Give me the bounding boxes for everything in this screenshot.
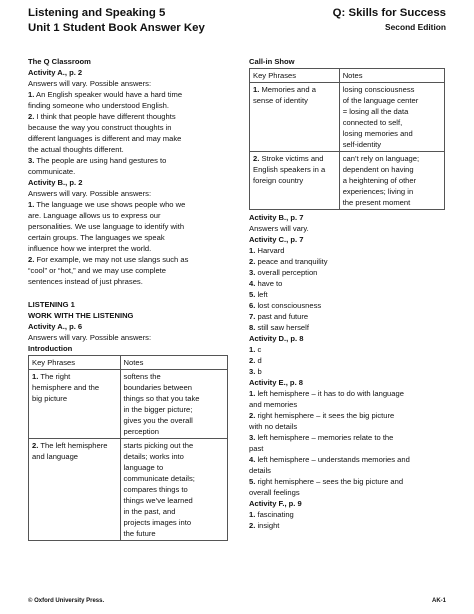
item-text: For example, we may not use slangs such as: [36, 255, 189, 264]
cell-text: language to: [123, 463, 164, 472]
cell-text: English speakers in a: [253, 165, 326, 174]
key-phrases-table: [28, 355, 228, 541]
item-text: personalities. We use language to identify with: [28, 222, 185, 231]
item-number: 1.: [253, 85, 260, 94]
cell-text: foreign country: [253, 176, 304, 185]
cell-text: The right: [40, 372, 71, 381]
item-number: 4.: [249, 279, 256, 288]
right-column: [249, 56, 445, 531]
left-column: [28, 56, 228, 543]
list-item: [249, 509, 445, 520]
list-item: [249, 344, 445, 355]
table-caption: Introduction: [28, 344, 73, 353]
column-header: Key Phrases: [250, 69, 340, 83]
activity-heading: Activity C., p. 7: [249, 235, 304, 244]
cell-text: can’t rely on language;: [342, 154, 420, 163]
item-text: certain groups. The languages we speak: [28, 233, 165, 242]
section-heading: LISTENING 1: [28, 300, 75, 309]
cell-text: gives you the overall: [123, 416, 193, 425]
column-header: Notes: [120, 356, 227, 370]
key-phrase-cell: [250, 152, 340, 210]
table-header-row: [250, 69, 445, 83]
item-text: d: [257, 356, 262, 365]
item-number: 1.: [249, 510, 256, 519]
table-header-row: [29, 356, 228, 370]
notes-cell: [339, 152, 444, 210]
cell-text: Memories and a: [261, 85, 316, 94]
course-title: Listening and Speaking 5: [28, 7, 166, 19]
column-header: Key Phrases: [29, 356, 121, 370]
activity-heading: Activity B., p. 7: [249, 213, 304, 222]
item-text: c: [257, 345, 262, 354]
item-text: The people are using hand gestures to: [36, 156, 167, 165]
table-row: [250, 83, 445, 152]
item-number: 6.: [249, 301, 256, 310]
cell-text: experiences; living in: [342, 187, 414, 196]
item-text: left hemisphere – understands memories and: [257, 455, 410, 464]
cell-text: things so that you take: [123, 394, 200, 403]
list-item: [249, 289, 445, 300]
item-number: 1.: [249, 246, 256, 255]
list-item: [249, 245, 445, 256]
item-text: “cool” or “hot,” and we may use complete: [28, 266, 167, 275]
list-item: [249, 410, 445, 432]
notes-cell: [120, 370, 227, 439]
item-number: 2.: [249, 356, 256, 365]
list-item: [249, 454, 445, 476]
item-text: past: [249, 444, 264, 453]
item-number: 5.: [249, 290, 256, 299]
item-text: with no details: [249, 422, 298, 431]
item-text: different languages is different and may make: [28, 134, 182, 143]
activity-intro: Answers will vary.: [249, 224, 309, 233]
list-item: [249, 256, 445, 267]
item-text: and memories: [249, 400, 298, 409]
brand-title: Q: Skills for Success: [332, 7, 446, 19]
item-number: 7.: [249, 312, 256, 321]
key-phrase-cell: [250, 83, 340, 152]
list-item: [249, 432, 445, 454]
cell-text: = losing all the data: [342, 107, 409, 116]
cell-text: a heightening of other: [342, 176, 417, 185]
item-text: have to: [257, 279, 283, 288]
section-heading: The Q Classroom: [28, 57, 91, 66]
item-number: 2.: [32, 441, 39, 450]
item-text: insight: [257, 521, 280, 530]
cell-text: starts picking out the: [123, 441, 194, 450]
page-footer: [28, 598, 446, 604]
table-row: [29, 370, 228, 439]
activity-heading: Activity E., p. 8: [249, 378, 304, 387]
item-number: 1.: [28, 200, 35, 209]
item-number: 1.: [249, 389, 256, 398]
item-text: I think that people have different thoughts: [36, 112, 176, 121]
list-item: [249, 322, 445, 333]
cell-text: compares things to: [123, 485, 188, 494]
list-item: [249, 278, 445, 289]
cell-text: losing consciousness: [342, 85, 415, 94]
list-item: [249, 520, 445, 531]
cell-text: in the bigger picture;: [123, 405, 193, 414]
activity-intro: Answers will vary. Possible answers:: [28, 79, 152, 88]
cell-text: boundaries between: [123, 383, 192, 392]
item-text: influence how we interpret the world.: [28, 244, 152, 253]
notes-cell: [120, 439, 227, 541]
table-row: [250, 152, 445, 210]
column-header: Notes: [339, 69, 444, 83]
item-text: are. Language allows us to express our: [28, 211, 161, 220]
item-text: overall feelings: [249, 488, 300, 497]
document-header: [28, 6, 205, 36]
key-phrases-table: [249, 68, 445, 210]
cell-text: connected to self,: [342, 118, 403, 127]
edition-label: Second Edition: [385, 22, 446, 32]
cell-text: the future: [123, 529, 156, 538]
cell-text: hemisphere and the: [32, 383, 100, 392]
item-text: left hemisphere – memories relate to the: [257, 433, 394, 442]
item-text: communicate.: [28, 167, 76, 176]
item-text: Harvard: [257, 246, 285, 255]
cell-text: sense of identity: [253, 96, 308, 105]
cell-text: The left hemisphere: [40, 441, 108, 450]
list-item: [249, 311, 445, 322]
item-number: 4.: [249, 455, 256, 464]
page-number: AK-1: [431, 598, 446, 604]
cell-text: and language: [32, 452, 79, 461]
activity-intro: Answers will vary. Possible answers:: [28, 333, 152, 342]
item-text: past and future: [257, 312, 309, 321]
brand-header: [333, 6, 446, 34]
list-item: [249, 267, 445, 278]
cell-text: the present moment: [342, 198, 411, 207]
cell-text: losing memories and: [342, 129, 413, 138]
cell-text: things we’ve learned: [123, 496, 193, 505]
item-text: sentences instead of just phrases.: [28, 277, 143, 286]
notes-cell: [339, 83, 444, 152]
cell-text: Stroke victims and: [261, 154, 324, 163]
item-number: 1.: [28, 90, 35, 99]
key-phrase-cell: [29, 439, 121, 541]
item-text: The language we use shows people who we: [36, 200, 186, 209]
list-item: [249, 388, 445, 410]
item-text: peace and tranquility: [257, 257, 328, 266]
cell-text: in the past, and: [123, 507, 176, 516]
cell-text: self-identity: [342, 140, 382, 149]
item-number: 3.: [249, 268, 256, 277]
activity-heading: Activity B., p. 2: [28, 178, 83, 187]
item-number: 2.: [253, 154, 260, 163]
answer-item: [28, 254, 228, 287]
answer-item: [28, 89, 228, 111]
copyright-notice: © Oxford University Press.: [28, 598, 105, 604]
activity-intro: Answers will vary. Possible answers:: [28, 189, 152, 198]
answer-item: [28, 199, 228, 254]
item-number: 1.: [32, 372, 39, 381]
activity-heading: Activity A., p. 6: [28, 322, 83, 331]
item-number: 2.: [249, 411, 256, 420]
answer-item: [28, 155, 228, 177]
section-heading: WORK WITH THE LISTENING: [28, 311, 134, 320]
item-number: 2.: [249, 257, 256, 266]
cell-text: dependent on having: [342, 165, 414, 174]
activity-heading: Activity D., p. 8: [249, 334, 304, 343]
answer-item: [28, 111, 228, 155]
item-number: 2.: [249, 521, 256, 530]
item-number: 3.: [249, 433, 256, 442]
cell-text: softens the: [123, 372, 161, 381]
list-item: [249, 300, 445, 311]
item-text: right hemisphere – it sees the big picture: [257, 411, 395, 420]
cell-text: communicate details;: [123, 474, 195, 483]
activity-heading: Activity F., p. 9: [249, 499, 302, 508]
item-number: 5.: [249, 477, 256, 486]
key-phrase-cell: [29, 370, 121, 439]
cell-text: details; works into: [123, 452, 184, 461]
item-text: An English speaker would have a hard time: [36, 90, 183, 99]
item-text: lost consciousness: [257, 301, 322, 310]
list-item: [249, 476, 445, 498]
item-text: the actual thoughts different.: [28, 145, 124, 154]
list-item: [249, 366, 445, 377]
item-text: details: [249, 466, 271, 475]
item-text: b: [257, 367, 262, 376]
table-row: [29, 439, 228, 541]
item-number: 8.: [249, 323, 256, 332]
list-item: [249, 355, 445, 366]
item-text: still saw herself: [257, 323, 309, 332]
cell-text: of the language center: [342, 96, 419, 105]
item-text: finding someone who understood English.: [28, 101, 169, 110]
unit-title: Unit 1 Student Book Answer Key: [28, 22, 205, 34]
item-text: because the way you construct thoughts in: [28, 123, 172, 132]
item-number: 3.: [28, 156, 35, 165]
item-number: 1.: [249, 345, 256, 354]
item-text: fascinating: [257, 510, 294, 519]
cell-text: projects images into: [123, 518, 192, 527]
item-number: 2.: [28, 112, 35, 121]
item-number: 3.: [249, 367, 256, 376]
cell-text: perception: [123, 427, 159, 436]
section-heading: Call-in Show: [249, 57, 295, 66]
item-text: overall perception: [257, 268, 318, 277]
item-text: left hemisphere – it has to do with language: [257, 389, 404, 398]
item-text: left: [257, 290, 268, 299]
item-text: right hemisphere – sees the big picture and: [257, 477, 404, 486]
cell-text: big picture: [32, 394, 68, 403]
activity-heading: Activity A., p. 2: [28, 68, 83, 77]
item-number: 2.: [28, 255, 35, 264]
